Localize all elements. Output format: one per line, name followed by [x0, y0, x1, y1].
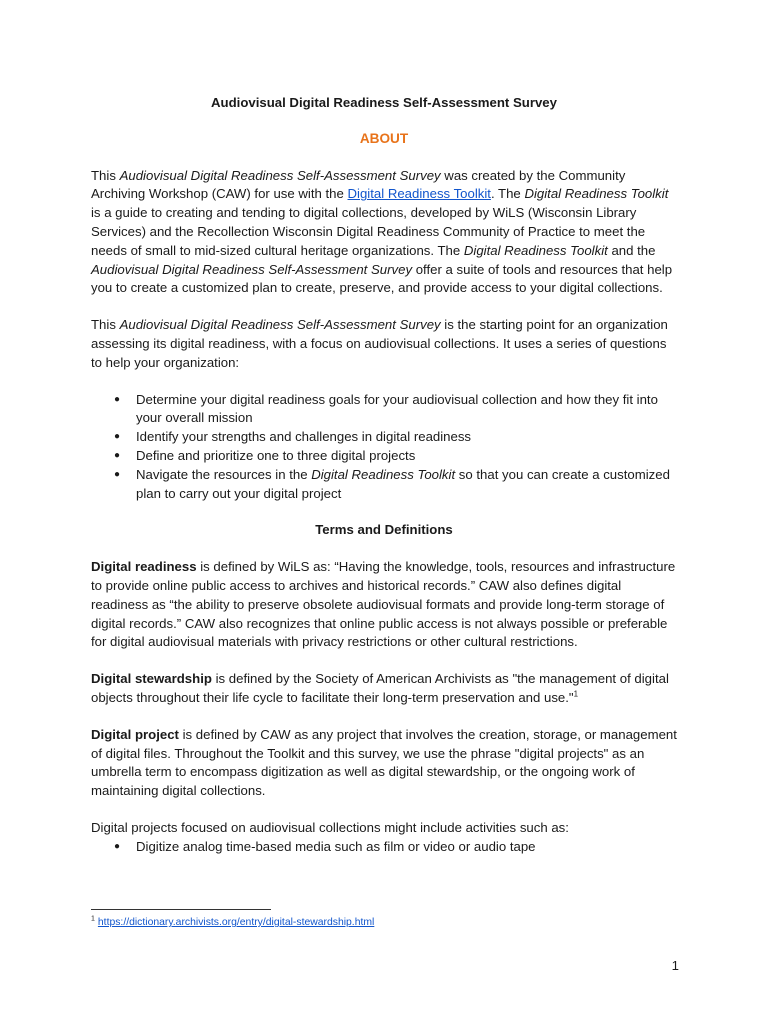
definition-digital-stewardship: [91, 670, 677, 708]
footnote: [91, 916, 374, 930]
text-run: is a guide to creating and tending to digital collections, developed by WiLS (Wisconsin Library Services) and the Recollection Wisconsin Digital Readiness Community of Practice to meet the needs of small to mid-sized cultural heritage organizations. The: [91, 205, 646, 258]
text-run: . The: [490, 186, 525, 202]
text-run: This: [91, 317, 120, 333]
term: Digital project: [91, 726, 179, 742]
footnote-number: 1: [91, 915, 95, 923]
definition-text: is defined by WiLS as: “Having the knowledge, tools, resources and infrastructure to provide online public access to archives and historical records.” CAW also defines digital readiness as “the ability to preserve obsolete audiovisual formats and provide long-term storage of digital records.” CAW also recognizes that online public access is not always possible or preferable for digital audiovisual materials with privacy restrictions or other cultural restrictions.: [91, 559, 676, 650]
italic-title: Audiovisual Digital Readiness Self-Assessment Survey: [91, 261, 413, 277]
footnote-divider: [91, 909, 271, 910]
toolkit-link[interactable]: Digital Readiness Toolkit: [347, 186, 491, 202]
list-item: [136, 466, 677, 504]
text-run: Navigate the resources in the: [136, 466, 312, 482]
document-title: Audiovisual Digital Readiness Self-Assessment Survey: [211, 95, 557, 110]
intro-paragraph-2: [91, 316, 677, 372]
text-run: offer a suite of tools and resources that help you to create a customized plan to create, preserve, and provide access to your digital collections.: [91, 261, 673, 296]
footnote-link[interactable]: https://dictionary.archivists.org/entry/digital-stewardship.html: [97, 917, 375, 928]
italic-title: Audiovisual Digital Readiness Self-Assessment Survey: [119, 317, 441, 333]
footnote-marker[interactable]: 1: [573, 689, 579, 699]
italic-title: Digital Readiness Toolkit: [463, 242, 608, 258]
terms-heading: Terms and Definitions: [315, 522, 453, 538]
intro-paragraph-1: [91, 167, 677, 299]
definition-digital-project: [91, 726, 677, 801]
italic-title: Digital Readiness Toolkit: [524, 186, 669, 202]
text-run: is the starting point for an organization assessing its digital readiness, with a focus on audiovisual collections. It uses a series of questions to help your organization:: [91, 317, 668, 370]
about-heading: ABOUT: [359, 130, 409, 146]
definition-digital-readiness: [91, 558, 677, 652]
text-run: so that you can create a customized plan to carry out your digital project: [136, 466, 670, 501]
term: Digital readiness: [91, 559, 197, 575]
activities-intro: Digital projects focused on audiovisual collections might include activities such as:: [91, 819, 569, 835]
text-run: This: [91, 167, 120, 183]
list-item: ● Define and prioritize one to three digital projects: [136, 447, 677, 466]
list-item: ● Digitize analog time-based media such as film or video or audio tape: [136, 838, 677, 857]
definition-text: is defined by CAW as any project that involves the creation, storage, or management of digital files. Throughout the Toolkit and this survey, we use the phrase "digital projects" as an umbrella term to encompass digitization as well as digital stewardship, or the ongoing work of maintaining digital collections.: [91, 726, 677, 799]
italic-title: Digital Readiness Toolkit: [311, 466, 456, 482]
page-number: 1: [671, 958, 679, 973]
italic-title: Audiovisual Digital Readiness Self-Assessment Survey: [119, 167, 441, 183]
list-item: ● Identify your strengths and challenges in digital readiness: [136, 428, 677, 447]
term: Digital stewardship: [91, 671, 212, 687]
goals-list: [91, 391, 677, 504]
list-item: ● Determine your digital readiness goals for your audiovisual collection and how they fit into your overall mission: [136, 391, 677, 429]
text-run: was created by the Community Archiving Workshop (CAW) for use with the: [91, 167, 626, 202]
page-content: [91, 94, 677, 857]
text-run: and the: [607, 242, 656, 258]
activities-list: [91, 838, 677, 857]
definition-text: is defined by the Society of American Archivists as "the management of digital objects throughout their life cycle to facilitate their long-term preservation and use.": [91, 671, 669, 705]
